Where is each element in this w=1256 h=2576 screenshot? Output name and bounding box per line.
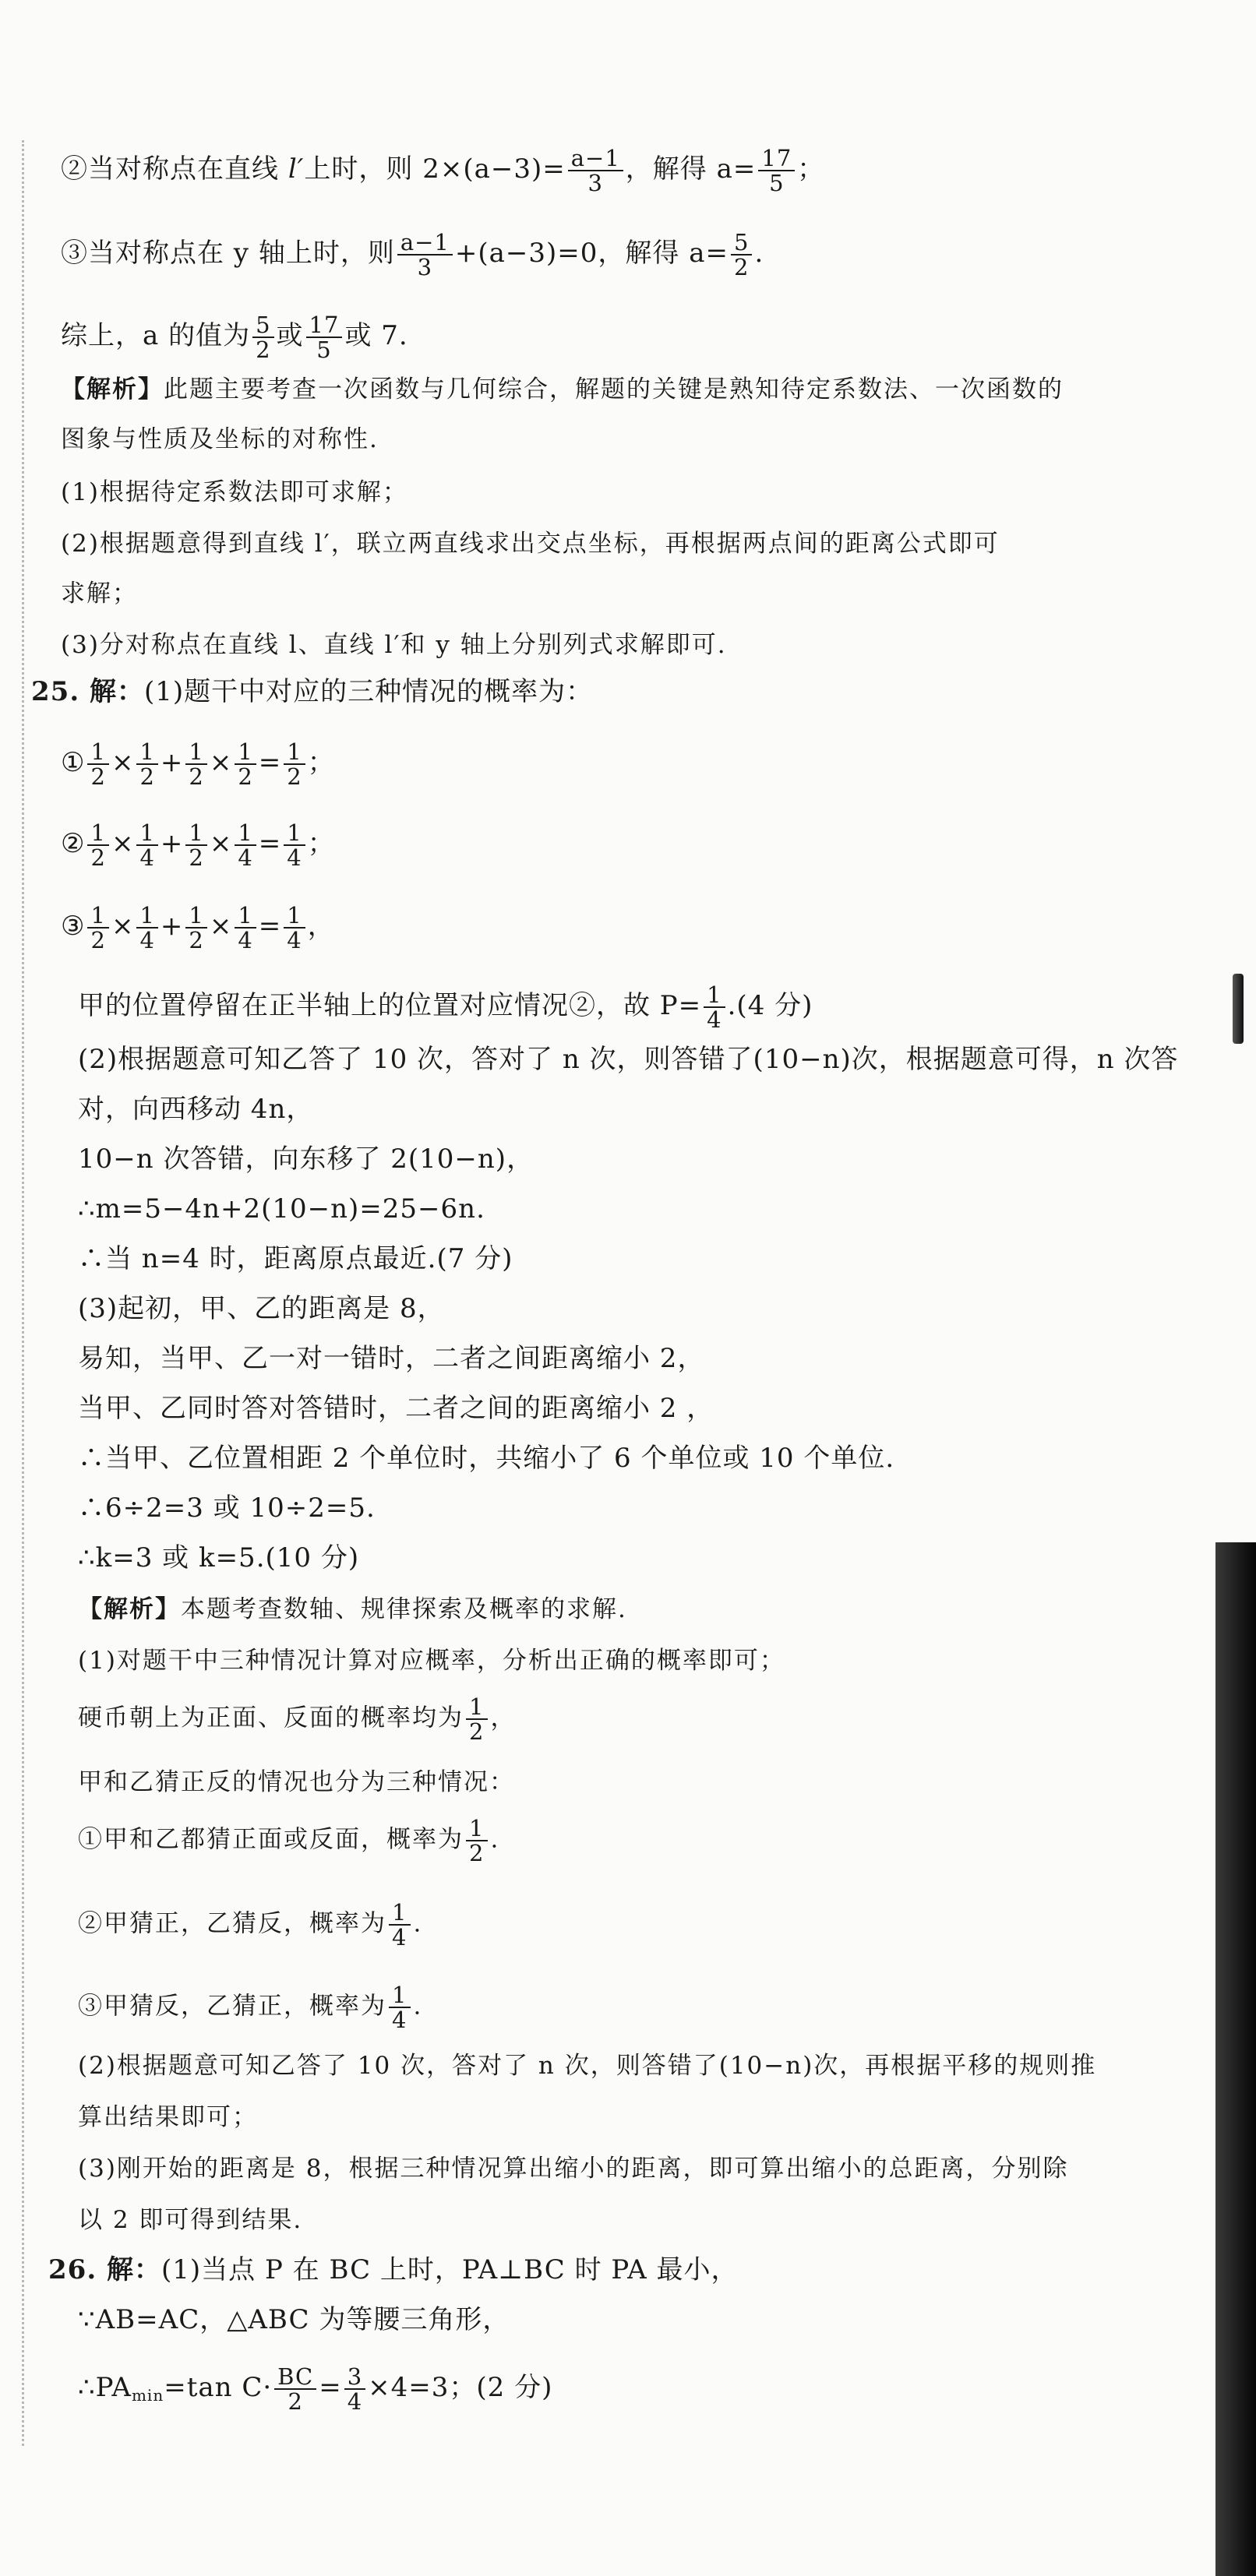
- probability-line: ① $\frac{1}{2}$ × $\frac{1}{2}$ + $\frac{1}{2}$ × $\frac{1}{2}$ = $\frac{1}{2}$ ；: [61, 738, 335, 790]
- analysis-line: 硬币朝上为正面、反面的概率均为 $\frac{1}{2}$ ，: [78, 1693, 517, 1745]
- fraction: $\frac{a-1}{3}$: [568, 146, 623, 195]
- scan-edge-shadow-lower: [1215, 1542, 1256, 2576]
- analysis-line: (1)根据待定系数法即可求解；: [61, 478, 408, 506]
- problem-number: 25. 解：: [31, 676, 144, 707]
- text: ；: [797, 153, 825, 185]
- fraction: $\frac{5}{2}$: [252, 313, 273, 361]
- solution-line: ∴m=5−4n+2(10−n)=25−6n.: [78, 1193, 485, 1225]
- text: .: [754, 238, 764, 269]
- solution-line: (3)起初，甲、乙的距离是 8，: [78, 1293, 445, 1324]
- text: ，解得 a=: [625, 153, 757, 185]
- analysis-line: 图象与性质及坐标的对称性.: [61, 425, 379, 453]
- text: l′: [288, 153, 305, 185]
- probability-line: ② $\frac{1}{2}$ × $\frac{1}{4}$ + $\frac{1}{2}$ × $\frac{1}{4}$ = $\frac{1}{4}$ ；: [61, 819, 335, 871]
- text: 或 7.: [344, 320, 408, 351]
- text: 或: [276, 320, 304, 351]
- solution-line: [61, 313, 408, 361]
- analysis-line: (3)分对称点在直线 l、直线 l′和 y 轴上分别列式求解即可.: [61, 631, 727, 659]
- solution-line: (2)根据题意可知乙答了 10 次，答对了 n 次，则答错了(10−n)次，根据题意可得，n 次答: [78, 1044, 1179, 1075]
- fraction: $\frac{5}{2}$: [731, 231, 752, 279]
- solution-line: 对，向西移动 4n，: [78, 1094, 314, 1125]
- analysis-line: 算出结果即可；: [78, 2103, 258, 2131]
- solution-line: ∴当 n=4 时，距离原点最近.(7 分): [78, 1243, 513, 1274]
- analysis-line: (2)根据题意可知乙答了 10 次，答对了 n 次，则答错了(10−n)次，再根据平移的规则推: [78, 2052, 1097, 2080]
- analysis-line: [61, 372, 1064, 407]
- binding-margin-line: [22, 140, 24, 2446]
- analysis-line: 【解析】本题考查数轴、规律探索及概率的求解.: [78, 1595, 627, 1623]
- analysis-line: (2)根据题意得到直线 l′，联立两直线求出交点坐标，再根据两点间的距离公式即可: [61, 530, 1000, 558]
- text: ②当对称点在直线: [61, 153, 288, 185]
- solution-line: 易知，当甲、乙一对一错时，二者之间距离缩小 2，: [78, 1343, 705, 1374]
- probability-line: ③ $\frac{1}{2}$ × $\frac{1}{4}$ + $\frac{1}{2}$ × $\frac{1}{4}$ = $\frac{1}{4}$ ，: [61, 902, 335, 953]
- solution-line: ∴6÷2=3 或 10÷2=5.: [78, 1492, 376, 1524]
- solution-line: ∵AB=AC，△ABC 为等腰三角形，: [78, 2304, 510, 2335]
- text: (1)题干中对应的三种情况的概率为：: [144, 676, 594, 707]
- solution-line: 甲的位置停留在正半轴上的位置对应情况②，故 P= $\frac{1}{4}$ .(4 分): [78, 981, 813, 1033]
- scan-edge-shadow: [1233, 974, 1244, 1044]
- text: 此题主要考查一次函数与几何综合，解题的关键是熟知待定系数法、一次函数的: [164, 375, 1064, 403]
- analysis-line: (1)对题干中三种情况计算对应概率，分析出正确的概率即可；: [78, 1647, 785, 1675]
- analysis-line: ②甲猜正，乙猜反，概率为 $\frac{1}{4}$ .: [78, 1899, 423, 1951]
- solution-line: ∴当甲、乙位置相距 2 个单位时，共缩小了 6 个单位或 10 个单位.: [78, 1443, 895, 1474]
- text: 上时，则 2×(a−3)=: [304, 153, 566, 185]
- analysis-line: ③甲猜反，乙猜正，概率为 $\frac{1}{4}$ .: [78, 1982, 423, 2033]
- analysis-line: 以 2 即可得到结果.: [78, 2206, 303, 2234]
- text: 综上，a 的值为: [61, 320, 251, 351]
- problem-25-heading: [31, 675, 593, 709]
- analysis-line: 求解；: [61, 580, 138, 608]
- fraction: $\frac{a-1}{3}$: [397, 231, 453, 279]
- analysis-line: (3)刚开始的距离是 8，根据三种情况算出缩小的距离，即可算出缩小的总距离，分别除: [78, 2155, 1069, 2183]
- analysis-heading: 【解析】: [61, 375, 164, 403]
- analysis-line: ①甲和乙都猜正面或反面，概率为 $\frac{1}{2}$ .: [78, 1815, 500, 1866]
- solution-line: 当甲、乙同时答对答错时，二者之间的距离缩小 2 ，: [78, 1393, 714, 1424]
- solution-line: [61, 231, 764, 279]
- analysis-heading: 【解析】: [78, 1595, 181, 1623]
- problem-26-heading: 26. 解：(1)当点 P 在 BC 上时，PA⊥BC 时 PA 最小，: [48, 2254, 739, 2285]
- problem-number: 26. 解：: [48, 2254, 161, 2285]
- text: +(a−3)=0，解得 a=: [454, 238, 729, 269]
- solution-line: 10−n 次答错，向东移了 2(10−n)，: [78, 1144, 535, 1175]
- solution-line: [61, 146, 824, 195]
- solution-line: ∴k=3 或 k=5.(10 分): [78, 1542, 360, 1573]
- fraction: $\frac{17}{5}$: [306, 313, 343, 361]
- solution-line: $\therefore PA_{min}=\tan$ C· $\frac{BC}{2}$ = $\frac{3}{4}$ ×4=3；(2 分): [78, 2363, 553, 2415]
- analysis-line: 甲和乙猜正反的情况也分为三种情况：: [78, 1768, 515, 1796]
- text: ③当对称点在 y 轴上时，则: [61, 238, 395, 269]
- fraction: $\frac{17}{5}$: [758, 146, 795, 195]
